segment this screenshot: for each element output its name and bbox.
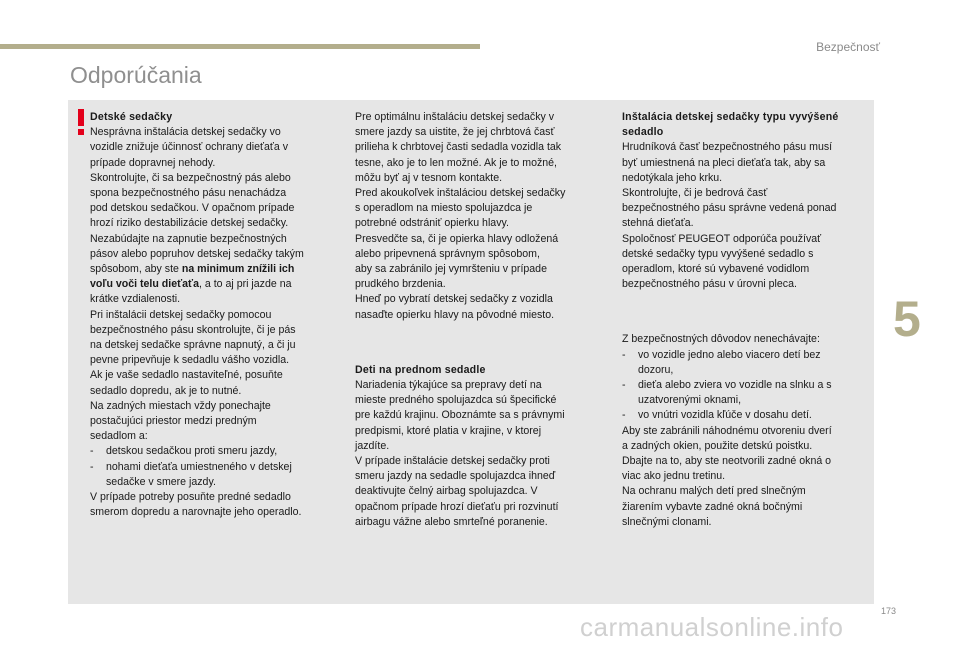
text-line: pevne pripevňuje k sedadlu vášho vozidla.: [90, 354, 290, 367]
text-line: pre každú krajinu. Oboznámte sa s právnymi: [355, 409, 565, 422]
text-line: mieste predného spolujazdca sú špecifické: [355, 394, 557, 407]
heading-booster-seat: Inštalácia detskej sedačky typu vyvýšené: [622, 111, 839, 123]
text-line: Dbajte na to, aby ste neotvorili zadné okná o: [622, 455, 832, 468]
text-line: postačujúci priestor medzi predným: [90, 415, 257, 428]
list-item: [90, 444, 338, 459]
text-line: Nesprávna inštalácia detskej sedačky vo: [90, 126, 281, 139]
text-line: Hrudníková časť bezpečnostného pásu musí: [622, 141, 833, 154]
list-item-continuation: dozoru,: [638, 363, 674, 376]
page-title: Odporúčania: [70, 62, 202, 88]
text-line: bezpečnostného pásu skontrolujte, či je pás: [90, 323, 296, 336]
text-line: sedadlo dopredu, ak je to nutné.: [90, 384, 242, 397]
text-line: bezpečnostného pásu v úrovni pleca.: [622, 278, 797, 291]
text-line: smeru jazdy na sedadle spolujazdca ihneď: [355, 470, 556, 483]
text-run: , a to aj pri jazde na: [199, 278, 292, 291]
text-line: V prípade inštalácie detskej sedačky proti: [355, 455, 550, 468]
text-line: nasaďte opierku hlavy na pôvodné miesto.: [355, 308, 555, 321]
text-emphasis: voľu voči telu dieťaťa: [90, 278, 200, 291]
text-line: aby sa zabránilo jej vymršteniu v prípade: [355, 263, 547, 276]
text-line: Pre optimálnu inštaláciu detskej sedačky v: [355, 111, 555, 123]
column-booster-seat: [622, 110, 870, 530]
text-line: alebo pripevnená správnym spôsobom,: [355, 247, 540, 260]
bullet-dash: -: [622, 348, 626, 361]
list-item-text: dieťa alebo zviera vo vozidle na slnku a s: [638, 379, 832, 392]
text-line: smere jazdy sa uistite, že jej chrbtová časť: [355, 126, 555, 139]
text-line: prípade dopravnej nehody.: [90, 156, 216, 169]
text-line: s operadlom na miesto spolujazdca je: [355, 202, 533, 215]
text-line: bezpečnostného pásu správne vedená ponad: [622, 202, 837, 215]
text-line: krátke vzdialenosti.: [90, 293, 181, 306]
text-line: Aby ste zabránili náhodnému otvoreniu dverí: [622, 424, 832, 437]
text-line: Na zadných miestach vždy ponechajte: [90, 399, 271, 412]
text-line: prudkého brzdenia.: [355, 278, 446, 291]
text-line: detské sedačky typu vyvýšené sedadlo s: [622, 247, 814, 260]
heading-front-seat: Deti na prednom sedadle: [355, 363, 486, 376]
heading-booster-seat-cont: sedadlo: [622, 126, 664, 139]
text-line: nedotýkala jeho krku.: [622, 171, 723, 184]
text-line: Z bezpečnostných dôvodov nenechávajte:: [622, 333, 820, 346]
text-line: Ak je vaše sedadlo nastaviteľné, posuňte: [90, 369, 283, 382]
text-line: pod detskou sedačkou. V opačnom prípade: [90, 202, 295, 215]
watermark: carmanualsonline.info: [580, 612, 844, 642]
text-line: sedadlom a:: [90, 430, 148, 443]
text-line: airbagu vážne alebo smrteľné poranenie.: [355, 515, 548, 528]
text-line: deaktivujte čelný airbag spolujazdca. V: [355, 485, 538, 498]
text-line: na detskej sedačke správne napnutý, a či ju: [90, 339, 296, 352]
text-line: byť umiestnená na pleci dieťaťa tak, aby sa: [622, 156, 826, 169]
text-line: operadlom, ktoré sú vybavené vodidlom: [622, 263, 810, 276]
bullet-dash: -: [622, 409, 626, 422]
text-line: Nezabúdajte na zapnutie bezpečnostných: [90, 232, 287, 245]
spacer: [622, 292, 870, 332]
text-line: Skontrolujte, či sa bezpečnostný pás alebo: [90, 171, 291, 184]
text-line: žiarením vybavte zadné okná bočnými: [622, 500, 803, 513]
bullet-dash: -: [622, 379, 626, 392]
list-item-continuation: uzatvorenými oknami,: [638, 394, 742, 407]
heading-child-seats: Detské sedačky: [90, 111, 173, 123]
list-item-text: detskou sedačkou proti smeru jazdy,: [106, 445, 278, 458]
spacer: [355, 323, 605, 363]
text-line: smerom dopredu a narovnajte jeho operadlo.: [90, 506, 302, 519]
list-item-continuation: sedačke v smere jazdy.: [106, 475, 216, 488]
text-line: [90, 277, 338, 292]
text-line: jazdíte.: [355, 439, 390, 452]
list-item-text: vo vozidle jedno alebo viacero detí bez: [638, 348, 821, 361]
warning-icon: [74, 109, 88, 135]
list-item: [622, 348, 870, 363]
text-run: spôsobom, aby ste: [90, 263, 182, 276]
text-line: pásov alebo popruhov detskej sedačky takým: [90, 247, 304, 260]
text-line: viac ako jednu tretinu.: [622, 470, 726, 483]
text-line: Skontrolujte, či je bedrová časť: [622, 187, 768, 200]
bullet-dash: -: [90, 460, 94, 473]
text-line: spona bezpečnostného pásu nenachádza: [90, 187, 287, 200]
list-item-text: vo vnútri vozidla kľúče v dosahu detí.: [638, 409, 812, 422]
column-installation: [355, 110, 605, 530]
text-emphasis: na minimum znížili ich: [181, 263, 295, 276]
chapter-number: 5: [893, 291, 921, 347]
text-line: predpismi, ktoré platia v krajine, v ktorej: [355, 424, 542, 437]
text-line: V prípade potreby posuňte predné sedadlo: [90, 491, 291, 504]
list-item: [622, 408, 870, 423]
text-line: vozidle znižuje účinnosť ochrany dieťaťa v: [90, 141, 289, 154]
list-item: [90, 460, 338, 475]
text-line: hrozí riziko destabilizácie detskej sedačky.: [90, 217, 289, 230]
text-line: tesne, ako je to len možné. Ak je to možné,: [355, 156, 557, 169]
text-line: Hneď po vybratí detskej sedačky z vozidla: [355, 293, 553, 306]
column-child-seats: [90, 110, 338, 520]
text-line: Na ochranu malých detí pred slnečným: [622, 485, 806, 498]
text-line: Spoločnosť PEUGEOT odporúča používať: [622, 232, 822, 245]
text-line: [90, 262, 338, 277]
text-line: potrebné odstrániť opierku hlavy.: [355, 217, 509, 230]
page-number: 173: [880, 606, 896, 616]
list-item: [622, 378, 870, 393]
list-item-text: nohami dieťaťa umiestneného v detskej: [106, 460, 292, 473]
text-line: a zadných okien, použite detskú poistku.: [622, 439, 813, 452]
text-line: Pred akoukoľvek inštaláciou detskej sedačky: [355, 187, 566, 200]
text-line: Nariadenia týkajúce sa prepravy detí na: [355, 379, 542, 392]
header-accent-bar: [0, 44, 480, 49]
bullet-dash: -: [90, 445, 94, 458]
text-line: Pri inštalácii detskej sedačky pomocou: [90, 308, 272, 321]
text-line: Presvedčte sa, či je opierka hlavy odložená: [355, 232, 559, 245]
text-line: opačnom prípade hrozí dieťaťu pri rozvinutí: [355, 500, 559, 513]
text-line: stehná dieťaťa.: [622, 217, 694, 230]
text-line: môžu byť aj v tesnom kontakte.: [355, 171, 503, 184]
text-line: prilieha k chrbtovej časti sedadla vozidla tak: [355, 141, 562, 154]
section-label: Bezpečnosť: [816, 40, 880, 54]
text-line: slnečnými clonami.: [622, 515, 712, 528]
